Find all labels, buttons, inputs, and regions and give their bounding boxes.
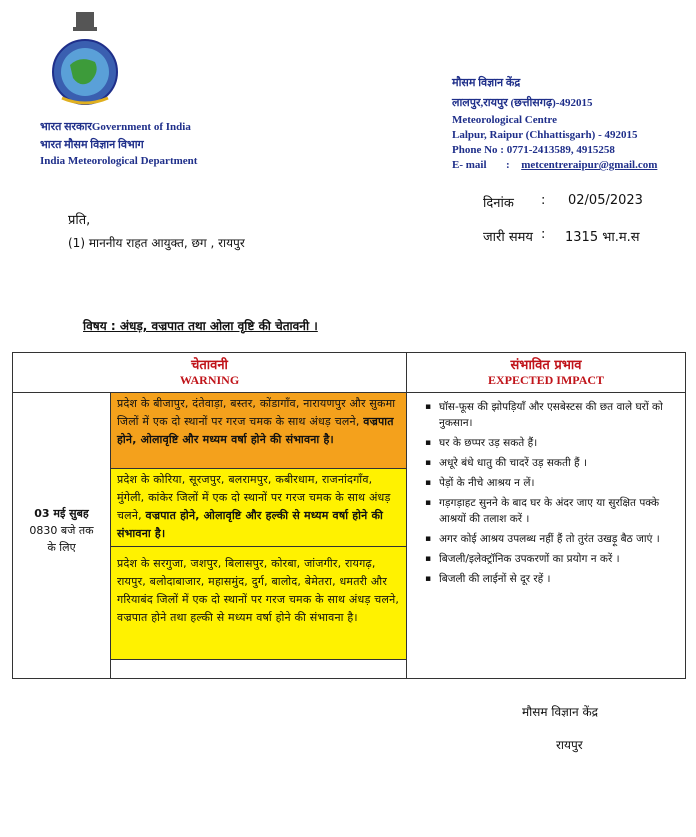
header-dept-hindi: भारत मौसम विज्ञान विभाग [40,139,144,151]
warning-2-bold: वज्रपात होने, ओलावृष्टि और हल्की से मध्यम वर्षा होने की संभावना है। [117,509,384,540]
warning-table [12,352,686,679]
warning-3-text: प्रदेश के सरगुजा, जशपुर, बिलासपुर, कोरबा, जांजगीर, रायगढ़, रायपुर, बलोदाबाजार, महासमुंद, दुर्ग, बालोद, बेमेतरा, धमतरी और गरियाबंद जिलों में एक दो स्थानों पर गरज चमक के साथ अंधड़ चलने, वज्रपात होने तथा हल्की से मध्यम वर्षा होने की संभावना है। [117,557,400,624]
warning-header-hindi: चेतावनी [191,358,228,373]
header-dept-english: India Meteorological Department [40,155,198,167]
impact-item: ▪ अधूरे बंधे धातु की चादरें उड़ सकती हैं । [439,455,685,471]
impact-header-hindi: संभावित प्रभाव [510,358,582,373]
recipient-line: (1) माननीय राहत आयुक्त, छग , रायपुर [68,236,245,250]
impact-item: ▪ पेड़ों के नीचे आश्रय न लें। [439,475,685,491]
validity-line-2: 0830 बजे तक [29,524,94,537]
email-label: E- mail [452,159,487,171]
header-gov-india: भारत सरकारGovernment of India [40,121,191,133]
impact-item: ▪ घर के छप्पर उड़ सकते हैं। [439,435,685,451]
imd-emblem-icon [40,10,130,110]
warning-block-1 [111,393,407,469]
impact-item: ▪ अगर कोई आश्रय उपलब्ध नहीं हैं तो तुरंत उखड़ू बैठ जाएं । [439,531,685,547]
email-link[interactable]: metcentreraipur@gmail.com [521,159,658,171]
warning-block-2 [111,469,407,547]
validity-line-1: 03 मई सुबह [34,507,89,520]
impact-item: ▪ बिजली की लाईनों से दूर रहें । [439,571,685,587]
impact-list [407,399,685,587]
header-address-hindi: लालपुर,रायपुर (छत्तीसगढ़)-492015 [452,97,593,109]
time-value: 1315 भा.म.स [565,230,640,245]
impact-item: ▪ घॉस-फूस की झोपड़ियाँ और एसबेस्टस की छत वाले घरों को नुकसान। [439,399,685,431]
subject-line: विषय : अंधड़, वज्रपात तथा ओला वृष्टि की चेतावनी । [83,319,318,333]
warning-blank-cell [111,660,407,678]
impact-item: ▪ गड़गड़ाहट सुनने के बाद घर के अंदर जाए या सुरक्षित पक्के आश्रयों की तलाश करें । [439,495,685,527]
impact-cell [407,399,685,669]
date-separator: : [541,193,546,208]
impact-item: ▪ बिजली/इलेक्ट्रॉनिक उपकरणों का प्रयोग न करें । [439,551,685,567]
validity-line-3: के लिए [47,541,76,554]
time-label: जारी समय [483,230,533,245]
date-label: दिनांक [483,196,514,211]
header-email-row [452,159,657,171]
header-centre-english: Meteorological Centre [452,114,557,126]
impact-header [407,353,685,393]
date-value: 02/05/2023 [568,193,643,208]
warning-1-text: प्रदेश के बीजापुर, दंतेवाड़ा, बस्तर, कोंडागाँव, नारायणपुर और सुकमा जिलों में एक दो स्थानों पर गरज चमक के साथ अंधड़ चलने, [117,397,396,428]
warning-2-text: प्रदेश के कोरिया, सूरजपुर, बलरामपुर, कबीरधाम, राजनांदगाँव, मुंगेली, कांकेर जिलों में एक दो स्थानों पर गरज चमक के साथ अंधड़ चलने, [117,473,391,522]
email-separator: : [506,159,510,171]
signature-city: रायपुर [556,738,583,752]
header-phone: Phone No : 0771-2413589, 4915258 [452,144,615,156]
time-separator: : [541,227,546,242]
warning-header-english: WARNING [179,373,240,387]
validity-cell [13,393,111,678]
warning-block-3 [111,547,407,660]
header-centre-hindi: मौसम विज्ञान केंद्र [452,77,521,89]
recipient-to: प्रति, [68,213,91,228]
signature-centre: मौसम विज्ञान केंद्र [522,705,599,719]
warning-1-bold: वज्रपात होने, ओलावृष्टि और मध्यम वर्षा होने की संभावना है। [117,415,394,446]
impact-header-english: EXPECTED IMPACT [487,373,605,387]
header-address-english: Lalpur, Raipur (Chhattisgarh) - 492015 [452,129,638,141]
warning-header [13,353,407,393]
